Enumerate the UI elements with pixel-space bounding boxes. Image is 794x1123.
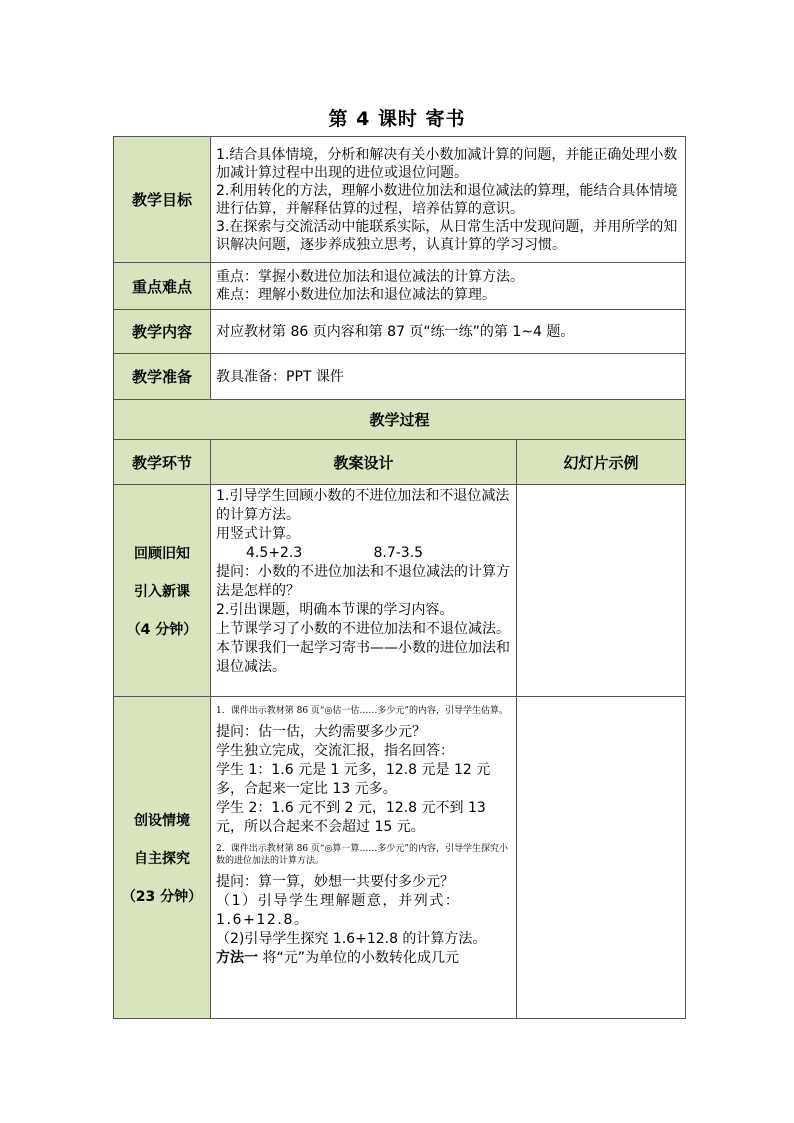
method-text: 将“元”为单位的小数转化成几元: [258, 950, 459, 966]
stage1-slides: [517, 485, 686, 697]
stage2-method-line: [216, 949, 511, 968]
calc-expression: 4.5+2.3: [246, 545, 303, 561]
stage2-label-line: 自主探究: [134, 850, 190, 867]
method-label: 方法一: [216, 950, 258, 966]
stage2-row: [114, 697, 686, 1019]
content-row: [114, 310, 686, 354]
stage1-label-line: 回顾旧知: [134, 545, 190, 562]
stage1-duration: （4 分钟）: [126, 621, 198, 638]
stage1-calc-line: [216, 544, 511, 563]
stage2-label-line: 创设情境: [134, 812, 190, 829]
col-header-stage: 教学环节: [114, 440, 211, 485]
process-title-row: [114, 400, 686, 440]
col-header-slides: 幻灯片示例: [517, 440, 686, 485]
goals-label: 教学目标: [114, 137, 211, 263]
content-label: 教学内容: [114, 310, 211, 354]
stage2-text: （1）引导学生理解题意，并列式：1.6+12.8。: [216, 893, 461, 928]
stage1-text: 2.引出课题，明确本节课的学习内容。: [216, 602, 454, 618]
prep-row: [114, 354, 686, 400]
content-text: 对应教材第 86 页内容和第 87 页“练一练”的第 1~4 题。: [211, 310, 686, 354]
goal-item: 2.利用转化的方法，理解小数进位加法和退位减法的算理，能结合具体情境进行估算，并解释估算的过程，培养估算的意识。: [216, 182, 678, 217]
stage2-design: [211, 697, 517, 1019]
stage1-label-line: 引入新课: [134, 583, 190, 600]
goal-item: 3.在探索与交流活动中能联系实际，从日常生活中发现问题，并用所学的知识解决问题，逐步养成独立思考，认真计算的学习习惯。: [216, 218, 678, 253]
stage1-text: 1.引导学生回顾小数的不进位加法和不退位减法的计算方法。: [216, 488, 510, 523]
stage2-step-note: 2．课件出示教材第 86 页“◎算一算……多少元”的内容，引导学生探究小数的进位加法的计算方法。: [216, 844, 508, 866]
stage1-row: [114, 485, 686, 697]
stage2-label: [114, 697, 211, 1019]
lesson-plan-table: [113, 136, 686, 1019]
stage2-text: 学生 1：1.6 元是 1 元多，12.8 元是 12 元多，合起来一定比 13 元多。: [216, 762, 491, 797]
stage2-step-note: 1．课件出示教材第 86 页“◎估一估……多少元”的内容，引导学生估算。: [216, 706, 508, 716]
stage2-slides: [517, 697, 686, 1019]
stage2-text: （2)引导学生探究 1.6+12.8 的计算方法。: [216, 931, 487, 947]
difficult-point: 难点：理解小数进位加法和退位减法的算理。: [216, 287, 496, 303]
stage1-text: 上节课学习了小数的不进位加法和不退位减法。本节课我们一起学习寄书——小数的进位加法和退位减法。: [216, 621, 510, 675]
stage1-label: [114, 485, 211, 697]
stage1-text: 用竖式计算。: [216, 526, 300, 542]
prep-label: 教学准备: [114, 354, 211, 400]
goal-item: 1.结合具体情境，分析和解决有关小数加减计算的问题，并能正确处理小数加减计算过程中出现的进位或退位问题。: [216, 146, 678, 181]
stage2-duration: （23 分钟）: [121, 888, 203, 905]
page-title: 第 4 课时 寄书: [328, 108, 466, 130]
process-header-row: [114, 440, 686, 485]
stage2-text: 提问：估一估，大约需要多少元？: [216, 724, 426, 740]
key-row: [114, 263, 686, 310]
stage2-text: 提问：算一算，妙想一共要付多少元？: [216, 874, 454, 890]
calc-expression: 8.7-3.5: [373, 545, 424, 561]
prep-text: 教具准备：PPT 课件: [211, 354, 686, 400]
stage1-text: 提问：小数的不进位加法和不退位减法的计算方法是怎样的？: [216, 564, 510, 599]
stage2-text: 学生 2：1.6 元不到 2 元，12.8 元不到 13 元，所以合起来不会超过 15 元。: [216, 800, 486, 835]
key-point: 重点：掌握小数进位加法和退位减法的计算方法。: [216, 269, 524, 285]
key-content: [211, 263, 686, 310]
col-header-design: 教案设计: [211, 440, 517, 485]
key-label: 重点难点: [114, 263, 211, 310]
stage1-design: [211, 485, 517, 697]
process-title: 教学过程: [114, 400, 686, 440]
goals-content: [211, 137, 686, 263]
stage2-text: 学生独立完成，交流汇报，指名回答：: [216, 743, 454, 759]
goals-row: [114, 137, 686, 263]
